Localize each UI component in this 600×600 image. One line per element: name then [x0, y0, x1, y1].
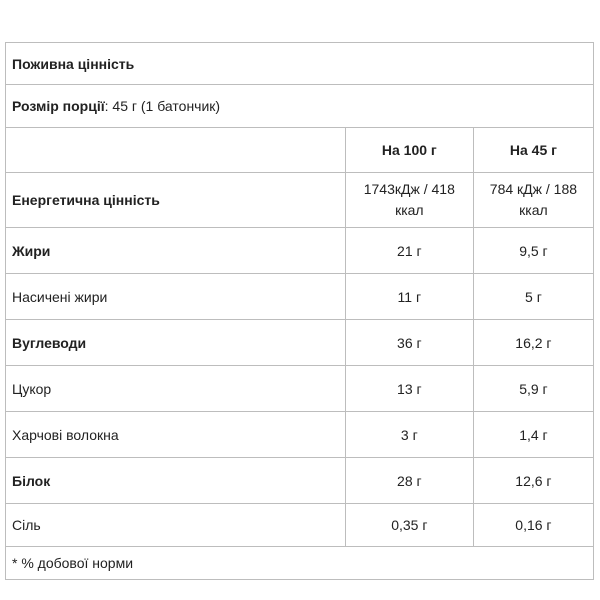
table-row: [6, 228, 594, 274]
serving-label: Розмір порції: [12, 98, 105, 114]
nutrient-name: Харчові волокна: [6, 412, 346, 458]
table-title: Поживна цінність: [6, 43, 594, 85]
serving-value: : 45 г (1 батончик): [104, 98, 221, 114]
table-row: [6, 412, 594, 458]
value-per-100g: 13 г: [345, 366, 473, 412]
value-per-45g: 16,2 г: [473, 320, 593, 366]
nutrient-name: Вуглеводи: [6, 320, 346, 366]
value-per-45g: 9,5 г: [473, 228, 593, 274]
nutrient-name: Жири: [6, 228, 346, 274]
value-per-45g: 5,9 г: [473, 366, 593, 412]
value-per-45g: 784 кДж / 188 ккал: [473, 173, 593, 228]
table-row: [6, 458, 594, 504]
nutrient-name: Білок: [6, 458, 346, 504]
value-per-45g: 5 г: [473, 274, 593, 320]
header-per-45g: На 45 г: [473, 128, 593, 173]
nutrient-name: Насичені жири: [6, 274, 346, 320]
table-row: [6, 173, 594, 228]
serving-row: [6, 85, 594, 128]
value-per-100g: 21 г: [345, 228, 473, 274]
table-row: [6, 366, 594, 412]
footnote-row: [6, 547, 594, 580]
header-row: [6, 128, 594, 173]
value-per-100g: 28 г: [345, 458, 473, 504]
footnote: * % добової норми: [6, 547, 594, 580]
nutrition-table: [5, 42, 594, 580]
value-per-45g: 0,16 г: [473, 504, 593, 547]
value-per-100g: 0,35 г: [345, 504, 473, 547]
serving-cell: [6, 85, 594, 128]
title-row: [6, 43, 594, 85]
nutrient-name: Енергетична цінність: [6, 173, 346, 228]
table-row: [6, 320, 594, 366]
header-per-100g: На 100 г: [345, 128, 473, 173]
value-per-100g: 11 г: [345, 274, 473, 320]
nutrient-name: Цукор: [6, 366, 346, 412]
table-row: [6, 274, 594, 320]
value-per-45g: 12,6 г: [473, 458, 593, 504]
value-per-100g: 1743кДж / 418 ккал: [345, 173, 473, 228]
nutrient-name: Сіль: [6, 504, 346, 547]
value-per-100g: 3 г: [345, 412, 473, 458]
table-row: [6, 504, 594, 547]
value-per-45g: 1,4 г: [473, 412, 593, 458]
value-per-100g: 36 г: [345, 320, 473, 366]
header-empty-cell: [6, 128, 346, 173]
